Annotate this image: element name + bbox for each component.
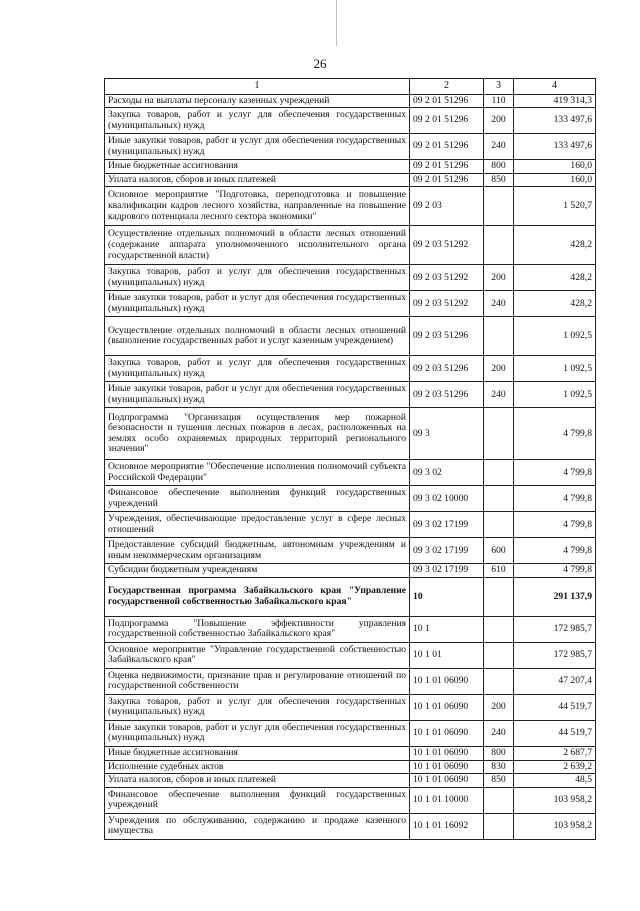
row-sum-cell: 133 497,6 bbox=[514, 134, 596, 160]
row-sum-cell: 2 687,7 bbox=[514, 746, 596, 760]
row-sum-cell: 44 519,7 bbox=[514, 720, 596, 746]
row-name-cell: Государственная программа Забайкальского края "Управление государственной собственностью Забайкальского края" bbox=[105, 577, 410, 616]
table-row bbox=[105, 694, 596, 720]
row-code-cell: 09 2 03 51292 bbox=[410, 265, 484, 291]
row-sum-cell: 4 799,8 bbox=[514, 512, 596, 538]
row-sum-cell: 1 092,5 bbox=[514, 317, 596, 356]
row-sum-cell: 428,2 bbox=[514, 265, 596, 291]
row-sum-cell: 1 092,5 bbox=[514, 382, 596, 408]
row-vr-cell: 240 bbox=[484, 382, 514, 408]
row-sum-cell: 419 314,3 bbox=[514, 94, 596, 108]
row-vr-cell bbox=[484, 512, 514, 538]
row-name-cell: Иные закупки товаров, работ и услуг для обеспечения государственных (муниципальных) нужд bbox=[105, 720, 410, 746]
table-row bbox=[105, 538, 596, 564]
table-row bbox=[105, 760, 596, 774]
row-code-cell: 09 2 01 51296 bbox=[410, 173, 484, 187]
page-number: 26 bbox=[313, 56, 327, 71]
row-vr-cell bbox=[484, 486, 514, 512]
row-name-cell: Основное мероприятие "Обеспечение исполнения полномочий субъекта Российской Федерации" bbox=[105, 460, 410, 486]
row-code-cell: 09 2 03 51292 bbox=[410, 291, 484, 317]
table-header-row bbox=[105, 79, 596, 95]
table-row bbox=[105, 265, 596, 291]
row-vr-cell: 240 bbox=[484, 134, 514, 160]
row-sum-cell: 133 497,6 bbox=[514, 108, 596, 134]
row-sum-cell: 47 207,4 bbox=[514, 668, 596, 694]
table-row bbox=[105, 160, 596, 174]
row-name-cell: Подпрограмма "Повышение эффективности управления государственной собственностью Забайкальского края" bbox=[105, 616, 410, 642]
row-sum-cell: 2 639,2 bbox=[514, 760, 596, 774]
row-sum-cell: 4 799,8 bbox=[514, 486, 596, 512]
row-code-cell: 09 2 03 51296 bbox=[410, 382, 484, 408]
row-name-cell: Иные бюджетные ассигнования bbox=[105, 160, 410, 174]
row-name-cell: Иные закупки товаров, работ и услуг для обеспечения государственных (муниципальных) нужд bbox=[105, 382, 410, 408]
row-code-cell: 10 1 bbox=[410, 616, 484, 642]
column-header-sum: 4 bbox=[514, 79, 596, 95]
row-vr-cell bbox=[484, 668, 514, 694]
row-sum-cell: 103 958,2 bbox=[514, 813, 596, 839]
table-row bbox=[105, 787, 596, 813]
row-code-cell: 10 1 01 bbox=[410, 642, 484, 668]
row-vr-cell bbox=[484, 577, 514, 616]
row-sum-cell: 48,5 bbox=[514, 774, 596, 788]
row-sum-cell: 4 799,8 bbox=[514, 408, 596, 460]
row-sum-cell: 428,2 bbox=[514, 226, 596, 265]
table-row bbox=[105, 616, 596, 642]
row-name-cell: Финансовое обеспечение выполнения функций государственных учреждений bbox=[105, 787, 410, 813]
row-vr-cell: 850 bbox=[484, 173, 514, 187]
row-vr-cell: 600 bbox=[484, 538, 514, 564]
row-name-cell: Расходы на выплаты персоналу казенных учреждений bbox=[105, 94, 410, 108]
row-name-cell: Закупка товаров, работ и услуг для обеспечения государственных (муниципальных) нужд bbox=[105, 694, 410, 720]
row-vr-cell bbox=[484, 317, 514, 356]
row-vr-cell bbox=[484, 813, 514, 839]
row-vr-cell: 200 bbox=[484, 356, 514, 382]
row-name-cell: Закупка товаров, работ и услуг для обеспечения государственных (муниципальных) нужд bbox=[105, 265, 410, 291]
row-name-cell: Уплата налогов, сборов и иных платежей bbox=[105, 173, 410, 187]
row-code-cell: 09 2 01 51296 bbox=[410, 108, 484, 134]
row-name-cell: Осуществление отдельных полномочий в области лесных отношений (выполнение государственных работ и услуг казенным учреждением) bbox=[105, 317, 410, 356]
row-code-cell: 10 1 01 06090 bbox=[410, 694, 484, 720]
row-sum-cell: 172 985,7 bbox=[514, 616, 596, 642]
row-name-cell: Закупка товаров, работ и услуг для обеспечения государственных (муниципальных) нужд bbox=[105, 356, 410, 382]
column-header-code: 2 bbox=[410, 79, 484, 95]
table-row bbox=[105, 813, 596, 839]
row-name-cell: Оценка недвижимости, признание прав и регулирование отношений по государственной собственности bbox=[105, 668, 410, 694]
table-row bbox=[105, 486, 596, 512]
row-name-cell: Основное мероприятие "Управление государственной собственностью Забайкальского края" bbox=[105, 642, 410, 668]
row-name-cell: Иные бюджетные ассигнования bbox=[105, 746, 410, 760]
scan-mark bbox=[336, 0, 337, 46]
row-name-cell: Учреждения, обеспечивающие предоставление услуг в сфере лесных отношений bbox=[105, 512, 410, 538]
row-vr-cell: 200 bbox=[484, 108, 514, 134]
row-code-cell: 10 1 01 06090 bbox=[410, 720, 484, 746]
row-code-cell: 10 1 01 16092 bbox=[410, 813, 484, 839]
table-row bbox=[105, 356, 596, 382]
row-vr-cell: 240 bbox=[484, 291, 514, 317]
row-code-cell: 09 2 03 51292 bbox=[410, 226, 484, 265]
row-vr-cell: 110 bbox=[484, 94, 514, 108]
row-sum-cell: 1 092,5 bbox=[514, 356, 596, 382]
row-vr-cell: 830 bbox=[484, 760, 514, 774]
table-row bbox=[105, 668, 596, 694]
row-name-cell: Иные закупки товаров, работ и услуг для обеспечения государственных (муниципальных) нужд bbox=[105, 134, 410, 160]
row-vr-cell: 850 bbox=[484, 774, 514, 788]
column-header-vr: 3 bbox=[484, 79, 514, 95]
row-sum-cell: 4 799,8 bbox=[514, 538, 596, 564]
table-row bbox=[105, 94, 596, 108]
row-name-cell: Субсидии бюджетным учреждениям bbox=[105, 564, 410, 578]
row-vr-cell: 200 bbox=[484, 265, 514, 291]
table-row bbox=[105, 408, 596, 460]
row-code-cell: 09 3 02 17199 bbox=[410, 564, 484, 578]
row-code-cell: 09 2 03 51296 bbox=[410, 317, 484, 356]
row-name-cell: Финансовое обеспечение выполнения функций государственных учреждений bbox=[105, 486, 410, 512]
row-vr-cell bbox=[484, 408, 514, 460]
table-row bbox=[105, 564, 596, 578]
row-code-cell: 09 3 02 bbox=[410, 460, 484, 486]
budget-table bbox=[104, 78, 596, 840]
row-vr-cell bbox=[484, 616, 514, 642]
table-row bbox=[105, 226, 596, 265]
row-sum-cell: 160,0 bbox=[514, 160, 596, 174]
row-vr-cell: 200 bbox=[484, 694, 514, 720]
row-vr-cell bbox=[484, 460, 514, 486]
row-code-cell: 09 2 01 51296 bbox=[410, 134, 484, 160]
row-code-cell: 10 1 01 06090 bbox=[410, 668, 484, 694]
table-row bbox=[105, 642, 596, 668]
row-sum-cell: 4 799,8 bbox=[514, 564, 596, 578]
row-sum-cell: 172 985,7 bbox=[514, 642, 596, 668]
row-sum-cell: 44 519,7 bbox=[514, 694, 596, 720]
table-row bbox=[105, 512, 596, 538]
row-vr-cell bbox=[484, 187, 514, 226]
row-sum-cell: 291 137,9 bbox=[514, 577, 596, 616]
row-code-cell: 10 1 01 06090 bbox=[410, 760, 484, 774]
table-row bbox=[105, 382, 596, 408]
row-vr-cell: 610 bbox=[484, 564, 514, 578]
row-sum-cell: 428,2 bbox=[514, 291, 596, 317]
row-vr-cell: 800 bbox=[484, 160, 514, 174]
row-name-cell: Подпрограмма "Организация осуществления мер пожарной безопасности и тушения лесных пожаров в лесах, расположенных на землях особо охраняемых природных территорий регионального значения" bbox=[105, 408, 410, 460]
table-row bbox=[105, 173, 596, 187]
row-code-cell: 09 2 03 bbox=[410, 187, 484, 226]
row-sum-cell: 103 958,2 bbox=[514, 787, 596, 813]
row-name-cell: Осуществление отдельных полномочий в области лесных отношений (содержание аппарата уполномоченного исполнительного органа государственной власти) bbox=[105, 226, 410, 265]
table-row bbox=[105, 746, 596, 760]
row-vr-cell: 800 bbox=[484, 746, 514, 760]
row-name-cell: Предоставление субсидий бюджетным, автономным учреждениям и иным некоммерческим организациям bbox=[105, 538, 410, 564]
row-sum-cell: 1 520,7 bbox=[514, 187, 596, 226]
row-code-cell: 09 3 02 17199 bbox=[410, 538, 484, 564]
row-code-cell: 10 1 01 10000 bbox=[410, 787, 484, 813]
row-code-cell: 09 3 02 10000 bbox=[410, 486, 484, 512]
table-row bbox=[105, 720, 596, 746]
row-code-cell: 09 3 bbox=[410, 408, 484, 460]
row-vr-cell bbox=[484, 642, 514, 668]
table-row bbox=[105, 134, 596, 160]
row-code-cell: 09 2 01 51296 bbox=[410, 94, 484, 108]
table-row bbox=[105, 460, 596, 486]
row-name-cell: Закупка товаров, работ и услуг для обеспечения государственных (муниципальных) нужд bbox=[105, 108, 410, 134]
table-row bbox=[105, 774, 596, 788]
row-code-cell: 10 1 01 06090 bbox=[410, 774, 484, 788]
table-row bbox=[105, 317, 596, 356]
row-code-cell: 10 bbox=[410, 577, 484, 616]
row-code-cell: 09 2 03 51296 bbox=[410, 356, 484, 382]
row-vr-cell bbox=[484, 226, 514, 265]
table-row bbox=[105, 577, 596, 616]
table-row bbox=[105, 187, 596, 226]
row-code-cell: 10 1 01 06090 bbox=[410, 746, 484, 760]
row-name-cell: Уплата налогов, сборов и иных платежей bbox=[105, 774, 410, 788]
row-vr-cell: 240 bbox=[484, 720, 514, 746]
row-sum-cell: 4 799,8 bbox=[514, 460, 596, 486]
column-header-name: 1 bbox=[105, 79, 410, 95]
row-sum-cell: 160,0 bbox=[514, 173, 596, 187]
table-row bbox=[105, 108, 596, 134]
row-code-cell: 09 3 02 17199 bbox=[410, 512, 484, 538]
row-vr-cell bbox=[484, 787, 514, 813]
row-name-cell: Основное мероприятие "Подготовка, переподготовка и повышение квалификации кадров лесного хозяйства, направленные на повышение кадрового потенциала лесного сектора экономики" bbox=[105, 187, 410, 226]
row-name-cell: Учреждения по обслуживанию, содержанию и продаже казенного имущества bbox=[105, 813, 410, 839]
row-code-cell: 09 2 01 51296 bbox=[410, 160, 484, 174]
table-row bbox=[105, 291, 596, 317]
row-name-cell: Исполнение судебных актов bbox=[105, 760, 410, 774]
row-name-cell: Иные закупки товаров, работ и услуг для обеспечения государственных (муниципальных) нужд bbox=[105, 291, 410, 317]
